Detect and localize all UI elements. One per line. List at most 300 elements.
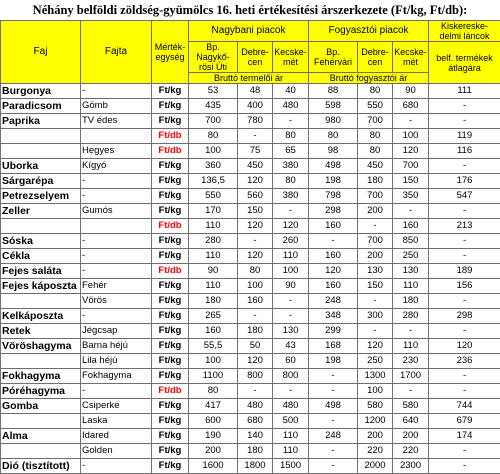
header-bp-fehervari: Bp. Fehérvári	[309, 42, 358, 73]
table-row	[1, 459, 500, 474]
cell-faj: Fejes káposzta	[1, 279, 81, 294]
cell-price: 236	[429, 354, 500, 369]
table-row	[1, 129, 500, 144]
header-kisker-line2: delmi láncok	[440, 31, 490, 41]
cell-faj	[1, 354, 81, 369]
cell-price: 580	[393, 399, 429, 414]
cell-fajta: Laska	[81, 414, 152, 429]
cell-price: 150	[393, 174, 429, 189]
cell-fajta: Hegyes	[81, 144, 152, 159]
cell-price: 200	[189, 444, 238, 459]
cell-price: 110	[273, 249, 309, 264]
cell-faj: Gomba	[1, 399, 81, 414]
cell-fajta: Fehér	[81, 279, 152, 294]
cell-price: -	[358, 294, 393, 309]
cell-fajta: -	[81, 234, 152, 249]
cell-fajta	[81, 129, 152, 144]
cell-price: 380	[273, 189, 309, 204]
cell-fajta: Gumós	[81, 204, 152, 219]
cell-price: 498	[309, 159, 358, 174]
header-kecskemet-2: Kecske-mét	[393, 42, 429, 73]
cell-price: 380	[273, 159, 309, 174]
header-brutto-termeloi: Bruttó termelői ár	[189, 73, 309, 84]
cell-fajta: Kígyó	[81, 159, 152, 174]
cell-price: 90	[189, 264, 238, 279]
cell-price: 700	[358, 189, 393, 204]
cell-price: 350	[393, 189, 429, 204]
cell-price: 230	[393, 354, 429, 369]
cell-price: 180	[189, 294, 238, 309]
cell-price: -	[429, 204, 500, 219]
cell-faj: Alma	[1, 429, 81, 444]
cell-faj	[1, 414, 81, 429]
cell-price: 300	[358, 309, 393, 324]
cell-faj: Vöröshagyma	[1, 339, 81, 354]
cell-price: 1300	[358, 369, 393, 384]
cell-unit: Ft/kg	[152, 84, 189, 99]
cell-price: 547	[429, 189, 500, 204]
cell-unit: Ft/kg	[152, 294, 189, 309]
table-row	[1, 429, 500, 444]
cell-faj: Petrezselyem	[1, 189, 81, 204]
cell-price: -	[309, 234, 358, 249]
cell-faj: Paradicsom	[1, 99, 81, 114]
price-table	[0, 20, 500, 474]
cell-price: -	[273, 204, 309, 219]
cell-price: 800	[238, 369, 273, 384]
table-row	[1, 354, 500, 369]
cell-unit: Ft/kg	[152, 414, 189, 429]
cell-unit: Ft/kg	[152, 369, 189, 384]
header-bp-nagykorosi: Bp. Nagykő-rösi Úti	[189, 42, 238, 73]
table-row	[1, 294, 500, 309]
cell-price: 116	[429, 144, 500, 159]
cell-price: 110	[393, 279, 429, 294]
cell-price: 98	[309, 144, 358, 159]
cell-price: 65	[273, 144, 309, 159]
cell-price: 598	[309, 99, 358, 114]
cell-price: 980	[309, 114, 358, 129]
cell-price: 250	[393, 249, 429, 264]
cell-price: 480	[273, 399, 309, 414]
cell-price: 213	[429, 219, 500, 234]
cell-price: -	[429, 324, 500, 339]
cell-price: 150	[358, 279, 393, 294]
cell-faj	[1, 294, 81, 309]
cell-price: 50	[238, 339, 273, 354]
cell-price: 200	[393, 429, 429, 444]
cell-price: 100	[358, 384, 393, 399]
cell-price: -	[429, 99, 500, 114]
cell-fajta: Gömb	[81, 99, 152, 114]
cell-price: 248	[309, 429, 358, 444]
cell-price: 176	[429, 174, 500, 189]
cell-price: 250	[358, 354, 393, 369]
cell-price: 100	[393, 129, 429, 144]
table-row	[1, 414, 500, 429]
cell-price: 180	[238, 444, 273, 459]
cell-price: 90	[273, 279, 309, 294]
cell-price: 130	[358, 264, 393, 279]
table-row	[1, 249, 500, 264]
cell-price: 800	[273, 369, 309, 384]
cell-price: 160	[309, 279, 358, 294]
cell-faj	[1, 219, 81, 234]
cell-price: 298	[309, 204, 358, 219]
cell-fajta: -	[81, 384, 152, 399]
cell-price: 110	[393, 339, 429, 354]
cell-price: 1800	[238, 459, 273, 474]
cell-price: 200	[358, 429, 393, 444]
cell-price: 1100	[189, 369, 238, 384]
cell-unit: Ft/db	[152, 219, 189, 234]
table-row	[1, 219, 500, 234]
cell-unit: Ft/kg	[152, 309, 189, 324]
cell-price: 798	[309, 189, 358, 204]
cell-price: 180	[238, 324, 273, 339]
cell-price: 550	[189, 189, 238, 204]
cell-fajta: Csiperke	[81, 399, 152, 414]
cell-faj: Póréhagyma	[1, 384, 81, 399]
cell-fajta: -	[81, 84, 152, 99]
cell-price: 700	[358, 234, 393, 249]
cell-price: 53	[189, 84, 238, 99]
cell-price: -	[429, 114, 500, 129]
cell-faj: Paprika	[1, 114, 81, 129]
table-row	[1, 444, 500, 459]
cell-price: 480	[238, 399, 273, 414]
cell-price: 170	[189, 204, 238, 219]
table-row	[1, 174, 500, 189]
table-row	[1, 84, 500, 99]
cell-price: 80	[273, 174, 309, 189]
cell-price: -	[393, 384, 429, 399]
cell-fajta: -	[81, 459, 152, 474]
cell-price: 580	[358, 399, 393, 414]
cell-unit: Ft/kg	[152, 114, 189, 129]
cell-price: -	[429, 369, 500, 384]
cell-fajta	[81, 219, 152, 234]
cell-price: 850	[393, 234, 429, 249]
cell-price: 498	[309, 399, 358, 414]
cell-price: 299	[309, 324, 358, 339]
cell-price: -	[238, 384, 273, 399]
cell-price: 550	[358, 99, 393, 114]
cell-price: 298	[429, 309, 500, 324]
cell-price: 220	[393, 444, 429, 459]
cell-unit: Ft/kg	[152, 189, 189, 204]
cell-price: 110	[189, 249, 238, 264]
cell-price: 80	[309, 129, 358, 144]
cell-price: 120	[393, 144, 429, 159]
cell-unit: Ft/kg	[152, 459, 189, 474]
cell-price: -	[309, 459, 358, 474]
cell-price: 400	[238, 99, 273, 114]
cell-price: 160	[393, 219, 429, 234]
cell-price: 174	[429, 429, 500, 444]
cell-price: 100	[189, 144, 238, 159]
cell-faj: Fejes saláta	[1, 264, 81, 279]
cell-price: 640	[393, 414, 429, 429]
table-row	[1, 399, 500, 414]
page-title: Néhány belföldi zöldség-gyümölcs 16. heti értékesítési árszerkezete (Ft/kg, Ft/db):	[0, 0, 500, 20]
cell-price: 560	[238, 189, 273, 204]
cell-price: -	[273, 294, 309, 309]
cell-price: -	[429, 444, 500, 459]
cell-price: 200	[358, 204, 393, 219]
cell-price: 160	[238, 294, 273, 309]
cell-fajta: Lila héjú	[81, 354, 152, 369]
cell-price: 190	[189, 429, 238, 444]
cell-price: 120	[429, 339, 500, 354]
cell-unit: Ft/kg	[152, 279, 189, 294]
cell-unit: Ft/kg	[152, 204, 189, 219]
cell-price: 136,5	[189, 174, 238, 189]
cell-price: -	[358, 324, 393, 339]
cell-price: -	[429, 384, 500, 399]
cell-price: 280	[393, 309, 429, 324]
cell-price: 80	[358, 129, 393, 144]
cell-price: 110	[189, 279, 238, 294]
cell-price: 435	[189, 99, 238, 114]
cell-price: -	[393, 324, 429, 339]
cell-unit: Ft/db	[152, 384, 189, 399]
cell-price: 679	[429, 414, 500, 429]
cell-price: 80	[189, 129, 238, 144]
cell-price: 500	[273, 414, 309, 429]
cell-faj: Burgonya	[1, 84, 81, 99]
table-row	[1, 309, 500, 324]
cell-price: 1600	[189, 459, 238, 474]
cell-price: 88	[309, 84, 358, 99]
cell-price: 198	[309, 174, 358, 189]
cell-unit: Ft/kg	[152, 399, 189, 414]
cell-unit: Ft/db	[152, 129, 189, 144]
cell-price: 1200	[358, 414, 393, 429]
cell-faj: Sóska	[1, 234, 81, 249]
cell-faj: Dió (tisztított)	[1, 459, 81, 474]
cell-price: -	[309, 414, 358, 429]
cell-price: -	[238, 309, 273, 324]
cell-price: -	[429, 459, 500, 474]
cell-price: -	[429, 249, 500, 264]
cell-unit: Ft/kg	[152, 429, 189, 444]
cell-price: 600	[189, 414, 238, 429]
cell-price: 150	[238, 204, 273, 219]
cell-fajta: Fokhagyma	[81, 369, 152, 384]
cell-price: -	[238, 234, 273, 249]
cell-price: 1700	[393, 369, 429, 384]
cell-unit: Ft/kg	[152, 234, 189, 249]
cell-price: 417	[189, 399, 238, 414]
cell-faj: Zeller	[1, 204, 81, 219]
cell-price: 119	[429, 129, 500, 144]
cell-fajta: Golden	[81, 444, 152, 459]
cell-unit: Ft/kg	[152, 174, 189, 189]
cell-price: 2000	[358, 459, 393, 474]
cell-price: 680	[393, 99, 429, 114]
cell-price: 110	[273, 429, 309, 444]
cell-fajta: -	[81, 249, 152, 264]
cell-price: 120	[238, 174, 273, 189]
cell-price: -	[273, 114, 309, 129]
cell-price: 160	[189, 324, 238, 339]
header-nagybani: Nagybani piacok	[189, 21, 309, 42]
cell-price: 198	[309, 354, 358, 369]
cell-price: 248	[309, 294, 358, 309]
header-faj: Faj	[1, 21, 81, 84]
cell-price: 348	[309, 309, 358, 324]
cell-fajta: TV édes	[81, 114, 152, 129]
cell-unit: Ft/kg	[152, 339, 189, 354]
cell-unit: Ft/kg	[152, 324, 189, 339]
table-row	[1, 159, 500, 174]
cell-price: -	[358, 219, 393, 234]
cell-faj	[1, 144, 81, 159]
cell-fajta: Barna héjú	[81, 339, 152, 354]
cell-price: 120	[309, 264, 358, 279]
cell-faj: Retek	[1, 324, 81, 339]
cell-price: 120	[273, 219, 309, 234]
header-brutto-fogyasztoi: Bruttó fogyasztói ár	[309, 73, 429, 84]
cell-faj: Fokhagyma	[1, 369, 81, 384]
cell-price: 80	[189, 384, 238, 399]
cell-price: 360	[189, 159, 238, 174]
cell-faj: Sárgarépa	[1, 174, 81, 189]
cell-price: 80	[358, 144, 393, 159]
cell-fajta: Idared	[81, 429, 152, 444]
cell-price: 110	[273, 444, 309, 459]
cell-price: -	[238, 129, 273, 144]
cell-price: 80	[358, 84, 393, 99]
cell-price: 130	[393, 264, 429, 279]
cell-price: -	[429, 159, 500, 174]
cell-price: 220	[358, 444, 393, 459]
header-debrecen: Debre-cen	[238, 42, 273, 73]
cell-faj: Kelkáposzta	[1, 309, 81, 324]
cell-price: 168	[309, 339, 358, 354]
cell-price: -	[429, 294, 500, 309]
cell-price: 744	[429, 399, 500, 414]
cell-price: 480	[273, 99, 309, 114]
cell-fajta: -	[81, 189, 152, 204]
cell-price: -	[273, 309, 309, 324]
table-row	[1, 189, 500, 204]
table-row	[1, 279, 500, 294]
cell-price: 120	[238, 354, 273, 369]
cell-unit: Ft/kg	[152, 354, 189, 369]
cell-unit: Ft/kg	[152, 249, 189, 264]
cell-price: 130	[273, 324, 309, 339]
cell-price: 100	[189, 354, 238, 369]
cell-price: 43	[273, 339, 309, 354]
cell-price: 680	[238, 414, 273, 429]
cell-price: 48	[238, 84, 273, 99]
table-row	[1, 264, 500, 279]
table-row	[1, 324, 500, 339]
header-fajta: Fajta	[81, 21, 152, 84]
cell-price: 189	[429, 264, 500, 279]
cell-price: 111	[429, 84, 500, 99]
cell-price: 160	[309, 219, 358, 234]
cell-price: 75	[238, 144, 273, 159]
cell-price: 280	[189, 234, 238, 249]
cell-fajta: -	[81, 264, 152, 279]
cell-unit: Ft/kg	[152, 159, 189, 174]
cell-price: 180	[358, 174, 393, 189]
cell-price: 700	[358, 114, 393, 129]
cell-price: -	[429, 234, 500, 249]
header-debrecen-2: Debre-cen	[358, 42, 393, 73]
cell-price: 120	[358, 339, 393, 354]
cell-price: 55,5	[189, 339, 238, 354]
cell-price: 120	[238, 219, 273, 234]
cell-price: 60	[273, 354, 309, 369]
cell-fajta: -	[81, 309, 152, 324]
cell-faj	[1, 129, 81, 144]
cell-unit: Ft/kg	[152, 99, 189, 114]
cell-fajta: Jégcsap	[81, 324, 152, 339]
table-row	[1, 144, 500, 159]
cell-unit: Ft/db	[152, 144, 189, 159]
cell-price: -	[309, 444, 358, 459]
cell-price: 160	[309, 249, 358, 264]
header-unit: Mérték-egység	[152, 21, 189, 84]
cell-price: 700	[189, 114, 238, 129]
cell-price: 100	[238, 279, 273, 294]
table-row	[1, 384, 500, 399]
table-row	[1, 339, 500, 354]
table-row	[1, 234, 500, 249]
cell-price: 260	[273, 234, 309, 249]
cell-price: 2300	[393, 459, 429, 474]
table-row	[1, 99, 500, 114]
cell-price: 156	[429, 279, 500, 294]
table-row	[1, 369, 500, 384]
cell-price: -	[309, 384, 358, 399]
cell-price: 200	[358, 249, 393, 264]
cell-price: 40	[273, 84, 309, 99]
cell-price: -	[393, 204, 429, 219]
cell-price: 700	[393, 159, 429, 174]
cell-fajta: -	[81, 174, 152, 189]
table-row	[1, 204, 500, 219]
cell-price: 120	[238, 249, 273, 264]
cell-price: 450	[238, 159, 273, 174]
cell-faj: Cékla	[1, 249, 81, 264]
cell-fajta: Vörös	[81, 294, 152, 309]
cell-unit: Ft/db	[152, 264, 189, 279]
cell-price: 100	[273, 264, 309, 279]
cell-price: 780	[238, 114, 273, 129]
cell-price: 450	[358, 159, 393, 174]
header-kisker	[429, 21, 500, 42]
cell-price: -	[309, 369, 358, 384]
cell-faj: Uborka	[1, 159, 81, 174]
cell-price: 110	[189, 219, 238, 234]
cell-price: -	[273, 384, 309, 399]
cell-price: 1500	[273, 459, 309, 474]
cell-price: 80	[238, 264, 273, 279]
cell-price: 90	[393, 84, 429, 99]
cell-unit: Ft/kg	[152, 444, 189, 459]
cell-price: 180	[393, 294, 429, 309]
cell-price: 265	[189, 309, 238, 324]
cell-faj	[1, 444, 81, 459]
header-kisker-line1: Kiskereske-	[441, 21, 488, 31]
header-kecskemet: Kecske-mét	[273, 42, 309, 73]
table-row	[1, 114, 500, 129]
